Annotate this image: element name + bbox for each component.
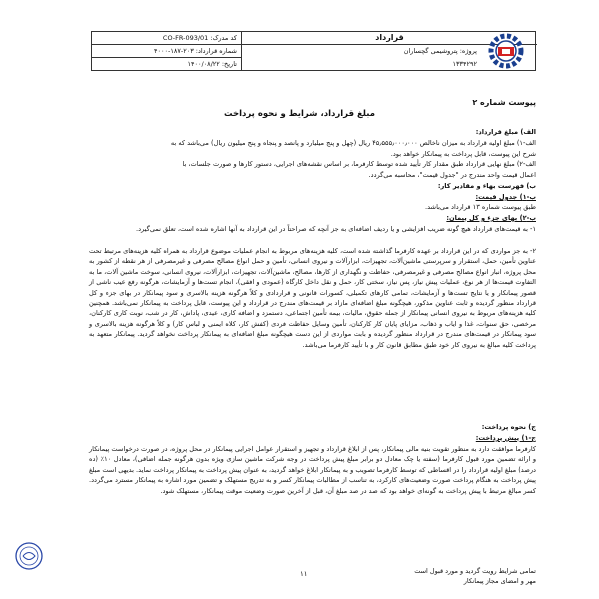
- clause-be-1: طبق پیوست شماره ۱۳ قرارداد می‌باشد.: [424, 203, 536, 211]
- heading-alef: الف) مبلغ قرارداد:: [475, 128, 536, 136]
- contract-date: تاریخ: ۱۴۰۰/۰۸/۲۲: [92, 58, 242, 71]
- clause-alef-1: الف-۱) مبلغ اولیه قرارداد به میزان ناخالص ۴۵٫۵۵۵٫۰۰۰٫۰۰۰ ریال (چهل و پنج میلیارد و پانصد و پنجاه و پنج میلیون ریال) می‌باشد که به: [170, 139, 536, 147]
- footer-signature-label: مهر و امضای مجاز پیمانکار: [463, 577, 536, 585]
- document-code: کد مدرک: CO-FR-093/01: [92, 32, 242, 45]
- paragraph-prepayment: کارفرما موافقت دارد به منظور تقویت بنیه مالی پیمانکار، پس از ابلاغ قرارداد و تجهیز و استقرار عوامل اجرایی پیمانکار در محل پروژه، در صورت درخواست پیمانکار و ارائه تضمین مورد قبول کارفرما (سفته یا چک معادل دو برابر مبلغ پیش پرداخت در وجه شرکت ماشین سازی ویژه بدون هرگونه جمله اضافی)، معادل ۱۰٪ (ده درصد) مبلغ اولیه قرارداد را در اقساطی که توسط کارفرما تصویب و به پیمانکار ابلاغ خواهد گردید، به عنوان پیش پرداخت به پیمانکار پرداخت نماید. بدیهی است مبلغ پیش پرداخت به هنگام پرداخت صورت وضعیت‌های کارکرد، به تناسب از مطالبات پیمانکار کسر و به تدریج مستهلک و تضمین مورد اشاره به پیمانکار مسترد می‌گردد. کسر مبالغ مرتبط با پیش پرداخت به گونه‌ای خواهد بود که صد در صد مبلغ آن، قبل از آخرین صورت وضعیت موقت پیمانکار، مستهلک شود.: [89, 445, 536, 495]
- paragraph-1: ۱- به قیمت‌های قرارداد هیچ گونه ضریب افزایشی و یا ردیف اضافه‌ای به جز آنچه که صراحتاً در این قرارداد به آنها اشاره شده است، تعلق نمی‌گیرد.: [136, 225, 536, 233]
- project-name: پروژه: پتروشیمی گچساران: [403, 47, 477, 55]
- page-number: ۱۱: [300, 570, 308, 578]
- heading-be: ب) فهرست بهاء و مقادیر کار:: [437, 182, 536, 190]
- project-number: ۱۳۳۴۲۹۲: [452, 60, 477, 68]
- clause-alef-2: الف-۲) مبلغ نهایی قرارداد طبق مقدار کار تأیید شده توسط کارفرما، بر اساس نقشه‌های اجرایی، دستور کارها و صورت جلسات، با: [182, 160, 536, 168]
- document-header: [91, 31, 536, 71]
- clause-alef-2b: اعمال قیمت واحد مندرج در "جدول قیمت"، محاسبه می‌گردد.: [368, 171, 536, 179]
- heading-be-1: ب-۱) جدول قیمت:: [475, 193, 536, 201]
- header-title: قرارداد: [242, 32, 537, 45]
- contract-number: شماره قرارداد: ۲۰۳-۱۸۷-۴۰۰۰: [92, 45, 242, 58]
- company-logo: [478, 32, 534, 70]
- footer-approval: تمامی شرایط رویت گردید و مورد قبول است: [414, 567, 536, 575]
- heading-jim-1: ج-۱) پیش پرداخت:: [475, 434, 536, 442]
- company-stamp: [14, 541, 44, 571]
- section-title: مبلغ قرارداد، شرایط و نحوه پرداخت: [223, 109, 375, 119]
- footer-note: [414, 566, 536, 586]
- clause-alef-1b: شرح این پیوست، قابل پرداخت به پیمانکار خواهد بود.: [390, 150, 536, 158]
- heading-jim: ج) نحوه پرداخت:: [481, 423, 536, 431]
- annex-title: پیوست شماره ۲: [472, 98, 536, 107]
- heading-be-2: ب-۲) بهای جزء و کل پیمان:: [446, 214, 536, 222]
- paragraph-2: ۲- به جز مواردی که در این قرارداد بر عهده کارفرما گذاشته شده است، کلیه هزینه‌های مربوط به انجام عملیات موضوع قرارداد به همراه کلیه هزینه‌های مرتبط تحت عناوین تأمین، حمل، استقرار و سرپرستی ماشین‌آلات، تجهیزات، ابزارآلات و نیروی انسانی، تأمین و حمل انواع مصالح مصرفی و غیرمصرفی از هر نقطه از کشور به محل پروژه، انبار انواع مصالح مصرفی و غیرمصرفی، حفاظت و نگهداری از کارها، مصالح، ماشین‌آلات، تجهیزات، ابزارآلات، نیروی انسانی، سوخت ماشین آلات، ما به التفاوت قیمت‌ها از هر نوع، عملیات پیش نیاز، پس نیاز، سختی کار، حمل و نقل داخل کارگاه (عمودی و افقی)، انجام تست‌ها و آزمایشات، هرگونه رفع عیب ناشی از قصور پیمانکار و یا نتایج تست‌ها و آزمایشات، تمامی کارهای تکمیلی، کسورات قانونی و قراردادی و کلاً هرگونه هزینه بالاسری و سود پیمانکار در بهای جزء و کل قرارداد منظور گردیده و ثابت عناوین مذکور، هیچگونه مبلغ اضافه‌ای مازاد بر قیمت‌های مندرج در قرارداد و این پیوست، قابل پرداخت به پیمانکار نمی‌باشد. همچنین کلیه هزینه‌های مربوط به نیروی انسانی پیمانکار از جمله حقوق، مالیات، بیمه تأمین اجتماعی، دستمزد و اضافه کاری، عیدی، پاداش، کار در شب، نوبت کاری کارکنان، مرخصی، حق سنوات، غذا و ایاب و ذهاب، مزایای پایان کار کارکنان، تأمین وسایل حفاظت فردی (کفش کار، کلاه ایمنی و لباس کار) و کلاً هرگونه هزینه بالاسری و سود پیمانکار در قیمت‌های مندرج در قرارداد منظور گردیده و بابت مواردی از این دست هیچگونه مبلغ اضافه‌ای به پیمانکار پرداخت نخواهد گردید. پیمانکار متعهد به پرداخت کلیه مبالغ به نیروی کار خود طبق مطابق قانون کار و با تأیید کارفرما می‌باشد.: [89, 247, 536, 349]
